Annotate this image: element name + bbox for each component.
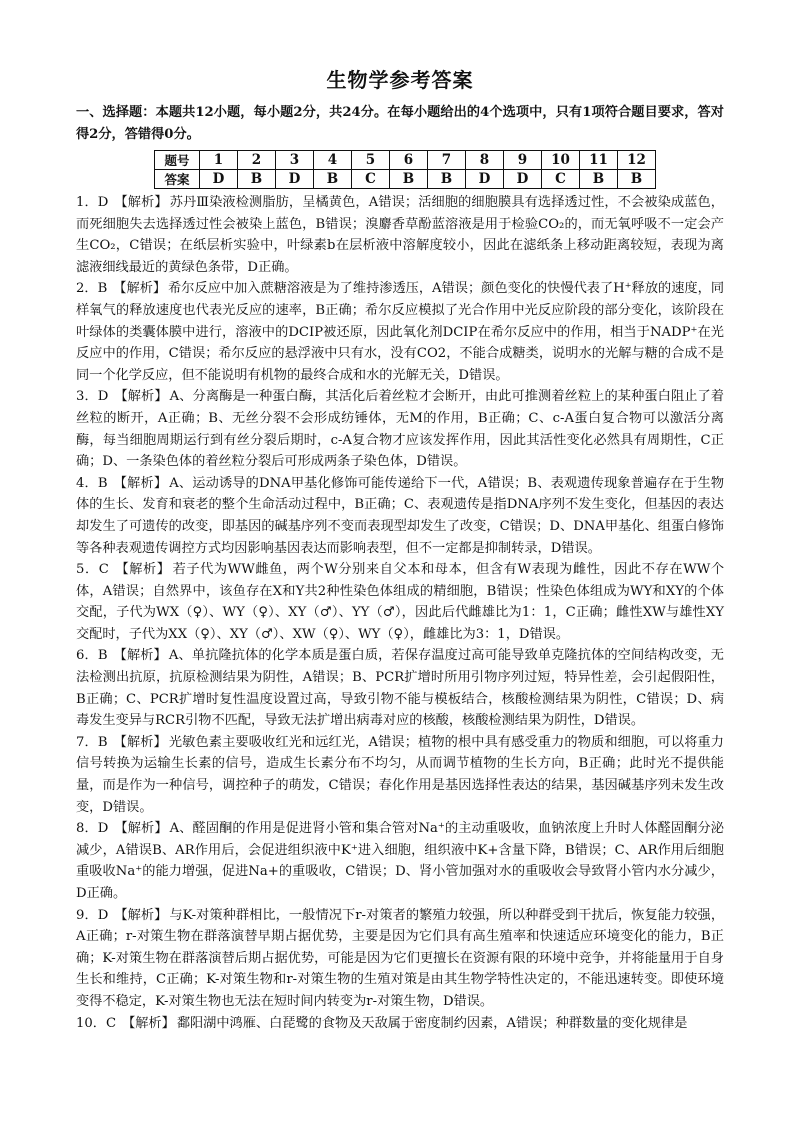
item-number: 4．B	[76, 475, 108, 491]
answer-cell: B	[238, 170, 276, 189]
item-tag: 【解析】	[114, 821, 168, 837]
question-number: 11	[580, 151, 618, 170]
item-text: 与K-对策种群相比，一般情况下r-对策者的繁殖力较强，所以种群受到干扰后，恢复能力较强，A正确；r-对策生物在群落演替早期占据优势，主要是因为它们具有高生殖率和快速适应环境变化的能力，B正确；K-对策生物在群落演替后期占据优势，可能是因为它们更擅长在资源有限的环境中竞争，并将能量用于自身生长和维持，C正确；K-对策生物和r-对策生物的生殖对策是由其生物学特性决定的，不能迅速转变。即使环境变得不稳定，K-对策生物也无法在短时间内转变为r-对策生物，D错误。	[76, 907, 725, 1009]
answer-cell: B	[580, 170, 618, 189]
item-tag: 【解析】	[122, 1015, 175, 1031]
item-tag: 【解析】	[113, 475, 168, 491]
question-number: 8	[466, 151, 504, 170]
item-text: 光敏色素主要吸收红光和远红光，A错误；植物的根中具有感受重力的物质和细胞，可以将重力信号转换为运输生长素的信号，造成生长素分布不均匀，从而调节植物的生长方向，B正确；此时光不提供能量，而是作为一种信号，调控种子的萌发，C错误；春化作用是基因选择性表达的结果，基因碱基序列未发生改变，D错误。	[76, 734, 724, 815]
item-number: 6．B	[76, 648, 108, 664]
item-tag: 【解析】	[113, 734, 167, 750]
answer-cell: D	[466, 170, 504, 189]
table-row-answers	[155, 170, 656, 189]
item-number: 3．D	[76, 389, 109, 405]
item-text: A、单抗隆抗体的化学本质是蛋白质，若保存温度过高可能导致单克隆抗体的空间结构改变，无法检测出抗原，抗原检测结果为阴性，A错误；B、PCR扩增时所用引物序列过短，特异性差，会引起假阳性，B正确；C、PCR扩增时复性温度设置过高，导致引物不能与模板结合，核酸检测结果为阴性，C错误；D、病毒发生变异与RCR引物不匹配，导致无法扩增出病毒对应的核酸，核酸检测结果为阴性，D错误。	[76, 648, 724, 729]
answer-cell: B	[618, 170, 656, 189]
item-number: 10．C	[76, 1015, 117, 1031]
answer-cell: B	[314, 170, 352, 189]
item-text: A、运动诱导的DNA甲基化修饰可能传递给下一代，A错误；B、表观遗传现象普遍存在于生物体的生长、发育和衰老的整个生命活动过程中，B正确；C、表观遗传是指DNA序列不发生变化，但基因的表达却发生了可遗传的改变，即基因的碱基序列不变而表现型却发生了改变，C错误；D、DNA甲基化、组蛋白修饰等各种表观遗传调控方式均因影响基因表达而影响表型，但不一定都是抑制转录，D错误。	[76, 475, 725, 556]
item-tag: 【解析】	[114, 907, 168, 923]
answer-cell: B	[390, 170, 428, 189]
explanation-list	[76, 192, 724, 1034]
question-number: 9	[504, 151, 542, 170]
item-text: 希尔反应中加入蔗糖溶液是为了维持渗透压，A错误；颜色变化的快慢代表了H⁺释放的速度，同样氧气的释放速度也代表光反应的速率，B正确；希尔反应模拟了光合作用中光反应阶段的部分变化，该阶段在叶绿体的类囊体膜中进行，溶液中的DCIP被还原，因此氧化剂DCIP在希尔反应中的作用，相当于NADP⁺在光反应中的作用，C错误；希尔反应的悬浮液中只有水，没有CO2，不能合成糖类，说明水的光解与糖的合成不是同一个化学反应，但不能说明有机物的最终合成和水的光解无关，D错误。	[76, 281, 725, 383]
item-tag: 【解析】	[114, 562, 171, 578]
question-number: 10	[542, 151, 580, 170]
item-tag: 【解析】	[113, 281, 167, 297]
explanation-item	[76, 905, 724, 1013]
item-text: A、分离酶是一种蛋白酶，其活化后着丝粒才会断开，由此可推测着丝粒上的某种蛋白阻止了着丝粒的断开，A正确；B、无丝分裂不会形成纺锤体，无M的作用，B正确；C、c-A蛋白复合物可以激活分离酶，每当细胞周期运行到有丝分裂后期时，c-A复合物才应该发挥作用，因此其活性变化必然具有周期性，C正确；D、一条染色体的着丝粒分裂后可形成两条子染色体，D错误。	[76, 389, 724, 470]
question-number: 7	[428, 151, 466, 170]
answer-table	[154, 150, 656, 189]
explanation-item	[76, 645, 724, 731]
question-number: 12	[618, 151, 656, 170]
answer-cell: C	[542, 170, 580, 189]
explanation-item	[76, 473, 724, 559]
item-text: A、醛固酮的作用是促进肾小管和集合管对Na⁺的主动重吸收，血钠浓度上升时人体醛固酮分泌减少，A错误B、AR作用后，会促进组织液中K⁺进入细胞，组织液中K+含量下降，B错误；C、AR作用后细胞重吸收Na⁺的能力增强，促进Na+的重吸收，C错误；D、肾小管加强对水的重吸收会导致肾小管内水分减少，D正确。	[76, 821, 724, 901]
table-row-numbers	[155, 151, 656, 170]
explanation-item	[76, 818, 724, 904]
item-number: 2．B	[76, 281, 108, 297]
answer-cell: D	[200, 170, 238, 189]
answer-cell: D	[276, 170, 314, 189]
item-text: 鄱阳湖中鸿雁、白琵鹭的食物及天敌属于密度制约因素，A错误；种群数量的变化规律是	[176, 1015, 688, 1031]
item-tag: 【解析】	[113, 648, 167, 664]
item-number: 9．D	[76, 907, 109, 923]
question-number: 2	[238, 151, 276, 170]
question-number: 6	[390, 151, 428, 170]
row-label-number: 题号	[155, 151, 200, 170]
row-label-answer: 答案	[155, 170, 200, 189]
item-number: 7．B	[76, 734, 108, 750]
item-text: 苏丹Ⅲ染液检测脂肪，呈橘黄色，A错误；活细胞的细胞膜具有选择透过性，不会被染成蓝色，而死细胞失去选择透过性会被染上蓝色，B错误；溴麝香草酚蓝溶液是用于检验CO₂的，而无氧呼吸不一定会产生CO₂，C错误；在纸层析实验中，叶绿素b在层析液中溶解度较小，因此在滤纸条上移动距离较短，表现为离滤液细线最近的黄绿色条带，D正确。	[76, 195, 724, 275]
item-number: 5．C	[76, 562, 109, 578]
explanation-item	[76, 559, 724, 645]
page-title: 生物学参考答案	[326, 68, 474, 92]
question-number: 1	[200, 151, 238, 170]
explanation-item	[76, 732, 724, 818]
item-tag: 【解析】	[114, 389, 168, 405]
item-number: 8．D	[76, 821, 109, 837]
answer-cell: B	[428, 170, 466, 189]
section-heading: 一、选择题：本题共12小题，每小题2分，共24分。在每小题给出的4个选项中，只有1项符合题目要求，答对得2分，答错得0分。	[76, 105, 724, 142]
item-text: 若子代为WW雌鱼，两个W分别来自父本和母本，但含有W表现为雌性，因此不存在WW个体，A错误；自然界中，该鱼存在X和Y共2种性染色体组成的精细胞，B错误；性染色体组成为WY和XY的个体交配，子代为WX（♀）、WY（♀）、XY（♂）、YY（♂），因此后代雌雄比为1：1，C正确；雌性XW与雄性XY交配时，子代为XX（♀）、XY（♂）、XW（♀）、WY（♀），雌雄比为3：1，D错误。	[76, 562, 725, 642]
explanation-item	[76, 386, 724, 472]
item-tag: 【解析】	[114, 195, 168, 210]
document-page	[76, 66, 724, 1034]
question-number: 4	[314, 151, 352, 170]
question-number: 3	[276, 151, 314, 170]
item-number: 1．D	[76, 195, 109, 210]
explanation-item	[76, 278, 724, 386]
answer-cell: D	[504, 170, 542, 189]
answer-cell: C	[352, 170, 390, 189]
question-number: 5	[352, 151, 390, 170]
explanation-item	[76, 1013, 724, 1035]
explanation-item	[76, 192, 724, 278]
